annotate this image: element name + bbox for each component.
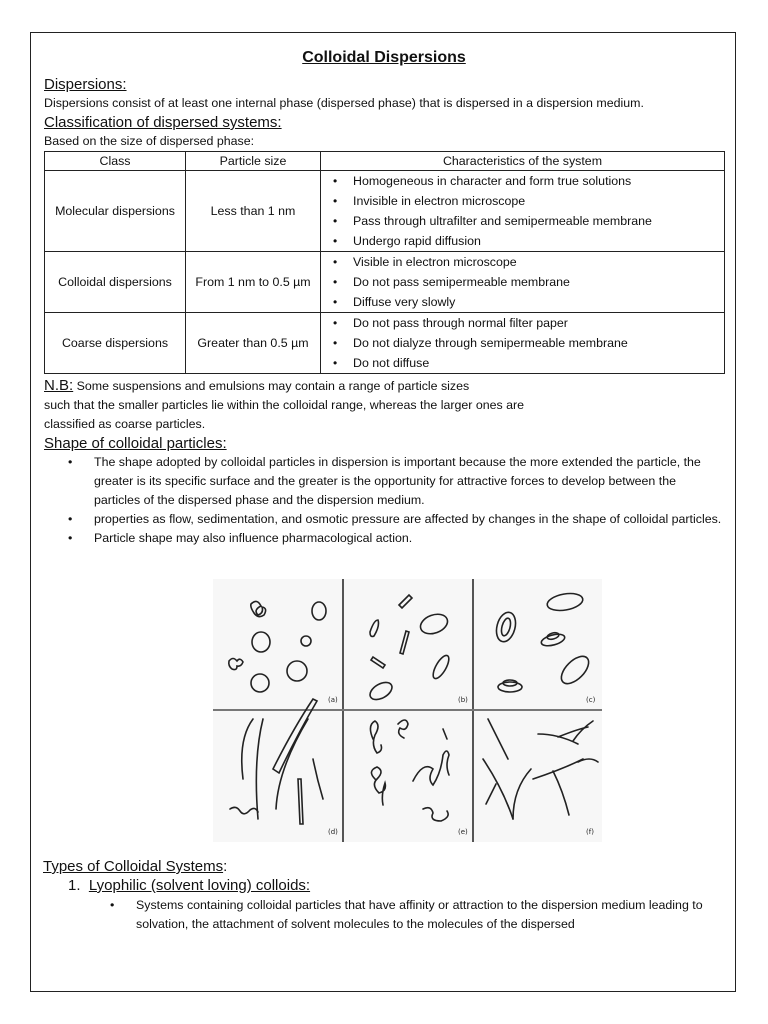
types-bullets (43, 896, 726, 934)
nb-line-3: classified as coarse particles. (44, 417, 206, 431)
page-title: Colloidal Dispersions (302, 49, 466, 66)
shape-bullets (44, 453, 724, 548)
table-row (45, 171, 725, 252)
class-cell: Coarse dispersions (45, 313, 186, 374)
table-row (45, 313, 725, 374)
list-item: • Diffuse very slowly (353, 292, 718, 312)
list-item: • Do not pass semipermeable membrane (353, 272, 718, 292)
list-item: • Do not dialyze through semipermeable membrane (353, 333, 718, 353)
size-cell: Greater than 0.5 µm (186, 313, 321, 374)
panel-label: (d) (328, 828, 338, 836)
list-item: • Pass through ultrafilter and semipermeable membrane (353, 211, 718, 231)
particle-shapes-svg (213, 579, 602, 842)
types-heading-suffix: : (223, 858, 228, 875)
panel-label: (a) (328, 696, 338, 704)
class-cell: Colloidal dispersions (45, 252, 186, 313)
list-item: • properties as flow, sedimentation, and osmotic pressure are affected by changes in the shape of colloidal particles. (94, 510, 724, 529)
classification-intro: Based on the size of dispersed phase: (44, 134, 255, 148)
list-item: • Do not pass through normal filter paper (353, 313, 718, 333)
table-header: Particle size (186, 152, 321, 171)
shape-heading: Shape of colloidal particles: (44, 435, 227, 452)
dispersions-text: Dispersions consist of at least one internal phase (dispersed phase) that is dispersed in a dispersion medium. (44, 96, 644, 110)
list-item: • Systems containing colloidal particles that have affinity or attraction to the dispersion medium leading to solvation, the attachment of solvent molecules to the molecules of the dispersed (136, 896, 726, 934)
dispersions-heading: Dispersions: (44, 76, 127, 93)
page-content (44, 49, 724, 548)
list-item: • Invisible in electron microscope (353, 191, 718, 211)
panel-d-threads (230, 699, 323, 824)
panel-label: (b) (458, 696, 468, 704)
item-number: 1. (68, 877, 81, 894)
size-cell: From 1 nm to 0.5 µm (186, 252, 321, 313)
list-item: • Particle shape may also influence pharmacological action. (94, 529, 724, 548)
class-cell: Molecular dispersions (45, 171, 186, 252)
panel-c-discs (493, 591, 593, 692)
panel-label: (e) (458, 828, 468, 836)
list-item: • Undergo rapid diffusion (353, 231, 718, 251)
panel-b-rods (367, 595, 452, 703)
types-heading-line (43, 857, 733, 876)
types-section (43, 857, 733, 934)
table-header: Class (45, 152, 186, 171)
panel-label: (f) (586, 828, 594, 836)
table-header-row (45, 152, 725, 171)
types-heading: Types of Colloidal Systems (43, 858, 224, 875)
list-item: • Visible in electron microscope (353, 252, 718, 272)
list-item: • Do not diffuse (353, 353, 718, 373)
characteristics-cell (321, 171, 725, 252)
characteristics-cell (321, 252, 725, 313)
panel-a-spheres (229, 601, 326, 692)
item-title: Lyophilic (solvent loving) colloids: (88, 877, 311, 894)
nb-line-1: Some suspensions and emulsions may contain a range of particle sizes (73, 379, 470, 393)
classification-table (44, 151, 725, 374)
page-frame (30, 32, 736, 992)
table-row (45, 252, 725, 313)
particle-shapes-figure (213, 579, 602, 842)
classification-heading: Classification of dispersed systems: (44, 114, 282, 131)
panel-f-branched (483, 719, 598, 819)
nb-line-2: such that the smaller particles lie within the colloidal range, whereas the larger ones are (44, 398, 525, 412)
panel-label: (c) (586, 696, 596, 704)
types-item-1 (68, 876, 733, 896)
list-item: • Homogeneous in character and form true solutions (353, 171, 718, 191)
table-header: Characteristics of the system (321, 152, 725, 171)
nb-label: N.B: (44, 377, 74, 394)
panel-e-coils (370, 720, 449, 821)
list-item: • The shape adopted by colloidal particles in dispersion is important because the more extended the particle, the greater is its specific surface and the greater is the opportunity for attractive forces to develop between the particles of the dispersed phase and the dispersion medium. (94, 453, 724, 510)
nb-note (44, 376, 724, 396)
characteristics-cell (321, 313, 725, 374)
size-cell: Less than 1 nm (186, 171, 321, 252)
